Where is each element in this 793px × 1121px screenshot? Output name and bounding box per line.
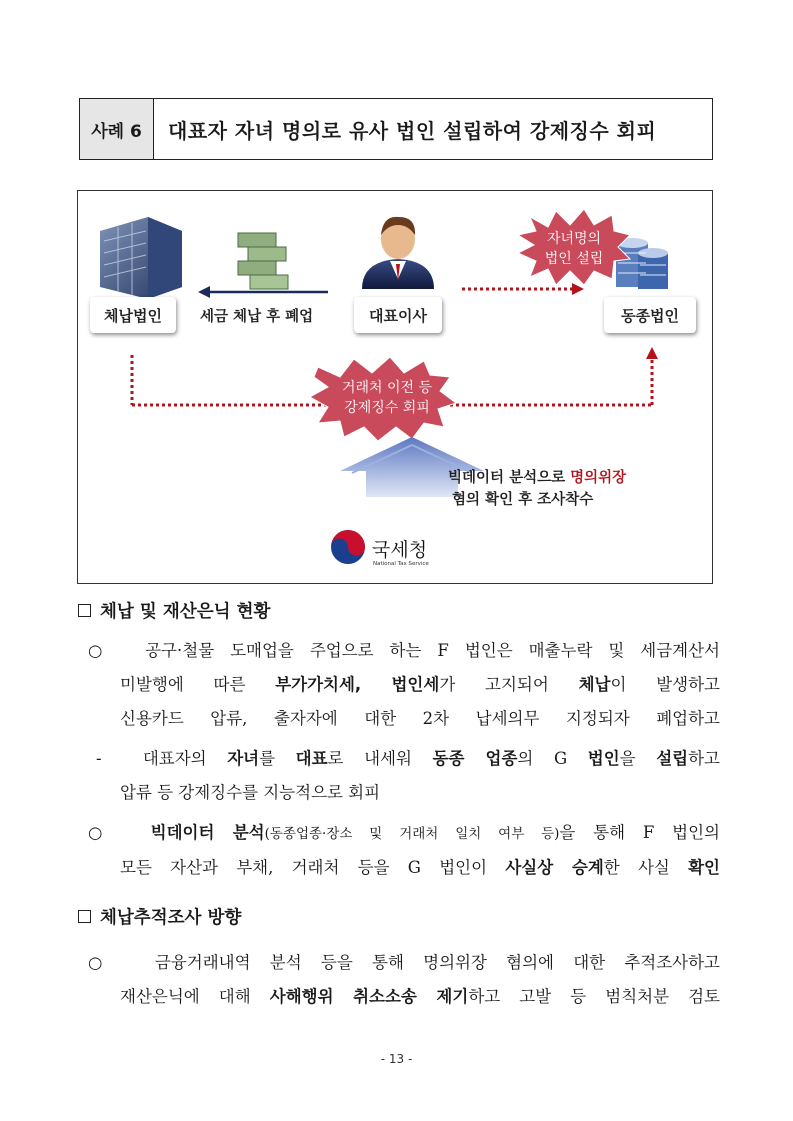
closure-label: 세금 체납 후 폐업 <box>200 309 314 325</box>
s1p3-line1 <box>88 816 720 851</box>
s2p1-line2 <box>88 980 720 1014</box>
s1p1-line1 <box>88 634 720 668</box>
section2-title: 체납추적조사 방향 <box>100 908 242 928</box>
burst-mid-text <box>326 378 448 418</box>
section1-title: 체납 및 재산은닉 현황 <box>100 602 271 622</box>
s1p2-l1a: 대표자의 <box>142 749 228 768</box>
bullet-circle: ○ <box>88 641 114 660</box>
s2p1-l2a: 재산은닉에 대해 <box>120 987 270 1006</box>
s1p2-l1i: 을 <box>619 749 657 768</box>
building-icon <box>100 217 182 299</box>
ceo-label: 대표이사 <box>354 297 442 333</box>
s2p1-l2b: 사해행위 취소소송 제기 <box>269 987 469 1006</box>
section1-para1 <box>88 634 720 736</box>
s1p2-l1d: 대표 <box>295 749 328 768</box>
s1p3-l2d: 확인 <box>688 858 720 877</box>
s1p1-line1-text: 공구·철물 도매업을 주업으로 하는 F 법인은 매출누락 및 세금계산서 <box>145 641 720 660</box>
s1p3-l2b: 사실상 승계 <box>505 858 604 877</box>
s1p2-l1h: 법인 <box>587 749 620 768</box>
bullet-dash: - <box>96 749 102 768</box>
s1p2-line1 <box>96 742 720 776</box>
page-number: - 13 - <box>380 1052 413 1066</box>
s1p1-line3: 신용카드 압류, 출자자에 대한 2차 납세의무 지정되자 폐업하고 <box>120 709 720 728</box>
s1p3-l1b: (동종업종·장소 및 거래처 일치 여부 등) <box>264 826 560 842</box>
s1p2-l1c: 를 <box>259 749 296 768</box>
burst-mid-line2: 강제징수 회피 <box>344 400 430 416</box>
s1p2-l1j: 설립 <box>656 749 689 768</box>
burst-top-text <box>524 229 624 269</box>
bigdata-line1-a: 빅데이터 분석으로 <box>448 470 571 486</box>
s1p1-l2c: 가 고지되어 <box>439 675 579 694</box>
s1p3-l1a: 빅데이터 분석 <box>150 823 265 842</box>
bigdata-line1 <box>448 467 626 489</box>
bullet-circle: ○ <box>88 953 117 972</box>
bigdata-line2: 혐의 확인 후 조사착수 <box>452 492 594 508</box>
s1p2-line2: 압류 등 강제징수를 지능적으로 회피 <box>120 783 381 802</box>
checkbox-square-icon <box>78 604 91 617</box>
s1p2-l1e: 로 내세워 <box>327 749 433 768</box>
logo-en-text: National Tax Service <box>373 561 429 567</box>
s1p1-l2d: 체납 <box>578 675 611 694</box>
s1p1-l2e: 이 발생하고 <box>610 675 720 694</box>
checkbox-square-icon <box>78 910 91 923</box>
section2-para1 <box>88 946 720 1014</box>
s1p1-l2a: 미발행에 따른 <box>120 675 276 694</box>
section1-para2 <box>96 742 720 810</box>
s1p2-l1k: 하고 <box>688 749 720 768</box>
case-label: 사례 6 <box>80 99 154 159</box>
s2p1-l2c: 하고 고발 등 범칙처분 검토 <box>468 987 720 1006</box>
bigdata-line1-highlight: 명의위장 <box>570 470 627 486</box>
s1p3-l1c: 을 통해 F 법인의 <box>559 823 720 842</box>
delinquent-company-label: 체납법인 <box>90 297 176 333</box>
case-title: 대표자 자녀 명의로 유사 법인 설립하여 강제징수 회피 <box>168 118 657 143</box>
bigdata-text <box>448 467 626 511</box>
s1p1-line2 <box>88 668 720 702</box>
bullet-circle: ○ <box>88 823 115 842</box>
s1p2-l1f: 동종 업종 <box>432 749 518 768</box>
s1p3-line2 <box>88 851 720 885</box>
section1-heading <box>78 598 270 623</box>
s2p1-line1-text: 금융거래내역 분석 등을 통해 명의위장 혐의에 대한 추적조사하고 <box>154 953 720 972</box>
burst-top-line1: 자녀명의 <box>546 231 602 247</box>
s1p2-l1g: 의 G <box>517 749 588 768</box>
case-diagram <box>77 190 713 584</box>
s2p1-line1 <box>88 946 720 980</box>
ceo-person-icon <box>362 217 434 289</box>
establish-arrow <box>462 283 584 295</box>
s1p1-l2b: 부가가치세, 법인세 <box>275 675 440 694</box>
s1p3-l2c: 한 사실 <box>603 858 689 877</box>
logo-kr-text: 국세청 <box>372 539 428 561</box>
money-icon <box>238 233 288 289</box>
nts-logo-icon <box>331 530 365 564</box>
section1-para3 <box>88 816 720 885</box>
burst-mid-line1: 거래처 이전 등 <box>341 380 433 396</box>
burst-top-line2: 법인 설립 <box>544 251 604 267</box>
s1p2-l1b: 자녀 <box>227 749 260 768</box>
case-header <box>79 98 713 160</box>
section2-heading <box>78 904 241 929</box>
s1p3-l2a: 모든 자산과 부채, 거래처 등을 G 법인이 <box>120 858 506 877</box>
competitor-company-label: 동종법인 <box>604 297 696 333</box>
